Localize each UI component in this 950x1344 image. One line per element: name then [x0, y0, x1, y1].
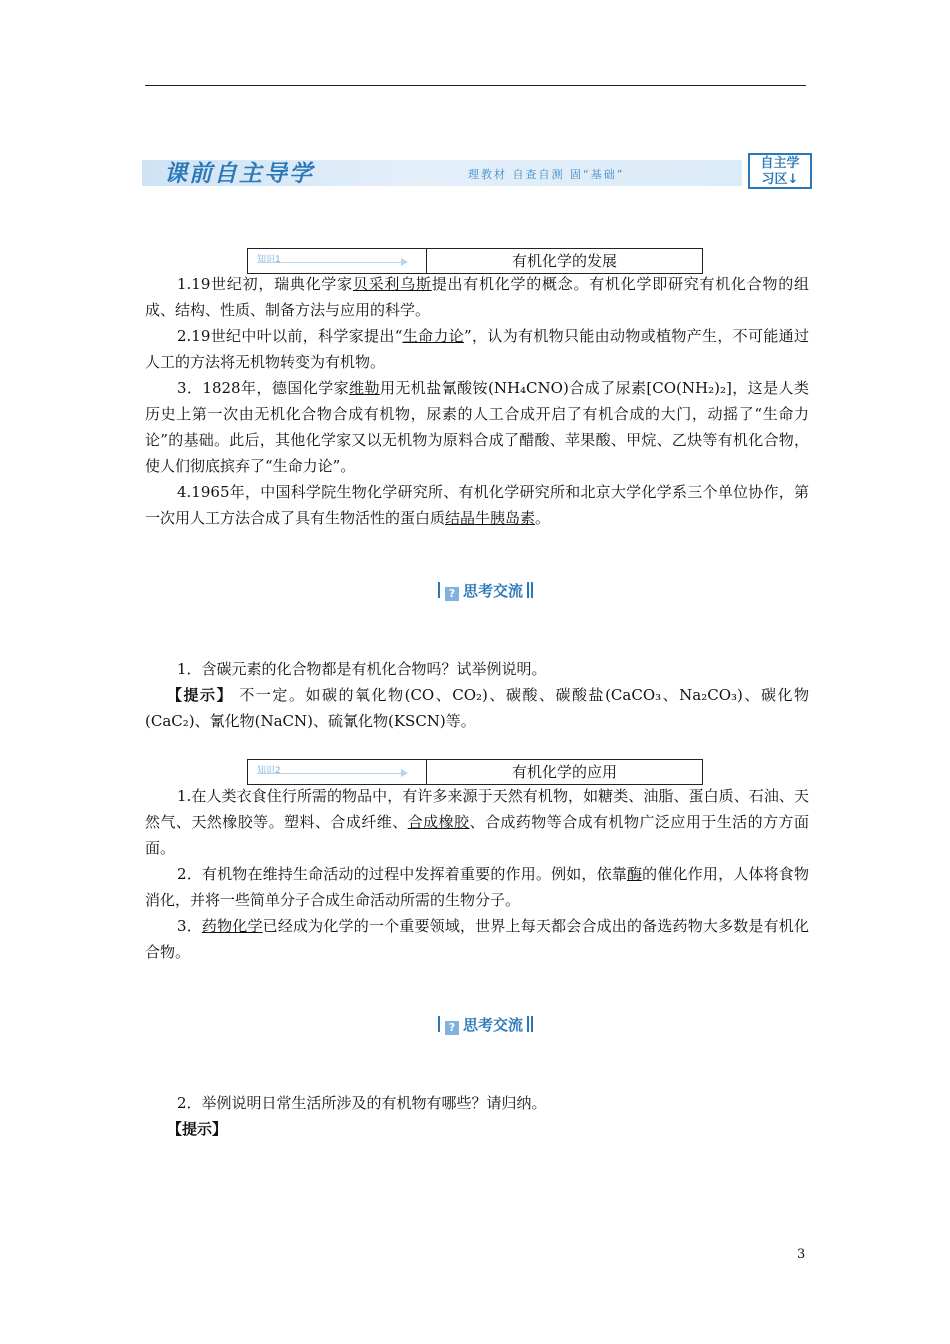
- question-2: [145, 1090, 809, 1142]
- key-term: 药物化学: [201, 917, 263, 935]
- paragraph: 3．1828年，德国化学家维勒用无机盐氰酸铵(NH₄CNO)合成了尿素[CO(NH₂)₂]，这是人类历史上第一次由无机化合物合成有机物，尿素的人工合成开启了有机合成的大门，动摇了“生命力论”的基础。此后，其他化学家又以无机物为原料合成了醋酸、苹果酸、甲烷、乙炔等有机化合物，使人们彻底摈弃了“生命力论”。: [145, 379, 809, 475]
- section-2-body: [145, 783, 809, 965]
- question-text: 2．举例说明日常生活所涉及的有机物有哪些？请归纳。: [177, 1094, 547, 1112]
- question-1: [145, 656, 809, 734]
- page-number: 3: [797, 1247, 806, 1262]
- paragraph: 3．药物化学已经成为化学的一个重要领域，世界上每天都会合成出的备选药物大多数是有机化合物。: [145, 917, 809, 961]
- hint-label: 【提示】: [167, 686, 234, 704]
- arrowhead-icon: [401, 258, 408, 266]
- key-term: 结晶牛胰岛素: [445, 509, 536, 527]
- think-discuss-label-1: ? 思考交流: [437, 580, 534, 601]
- hint: [145, 1116, 809, 1142]
- question-icon: ?: [445, 587, 459, 601]
- paragraph: 4.1965年，中国科学院生物化学研究所、有机化学研究所和北京大学化学系三个单位协作，第一次用人工方法合成了具有生物活性的蛋白质结晶牛胰岛素。: [145, 483, 809, 527]
- key-term: 合成橡胶: [407, 813, 470, 831]
- paragraph: 2.19世纪中叶以前，科学家提出“生命力论”，认为有机物只能由动物或植物产生，不可能通过人工的方法将无机物转变为有机物。: [145, 327, 809, 371]
- key-term: 酶: [626, 865, 643, 883]
- hint: [145, 682, 809, 734]
- paragraph: 1.在人类衣食住行所需的物品中，有许多来源于天然有机物，如糖类、油脂、蛋白质、石油、天然气、天然橡胶等。塑料、合成纤维、合成橡胶、合成药物等合成有机物广泛应用于生活的方方面面。: [145, 787, 809, 857]
- top-rule: [145, 85, 806, 86]
- banner-title: 课前自主导学: [164, 161, 314, 187]
- question-icon: ?: [445, 1021, 459, 1035]
- knowledge-tag-1: [248, 249, 398, 273]
- knowledge-tag-label: 知识1: [257, 255, 281, 265]
- arrow-icon: [257, 773, 405, 774]
- banner-subtitle: 理教材 自查自测 固“基础”: [468, 168, 625, 181]
- hint-text: 不一定。如碳的氧化物(CO、CO₂)、碳酸、碳酸盐(CaCO₃、Na₂CO₃)、碳化物(CaC₂)、氰化物(NaCN)、硫氰化物(KSCN)等。: [145, 686, 809, 730]
- paragraph: 2．有机物在维持生命活动的过程中发挥着重要的作用。例如，依靠酶的催化作用，人体将食物消化，并将一些简单分子合成生命活动所需的生物分子。: [145, 865, 809, 909]
- section-title-2: 有机化学的应用: [511, 763, 617, 781]
- section-title-1: 有机化学的发展: [511, 252, 617, 270]
- section-1-body: [145, 271, 809, 531]
- key-term: 维勒: [349, 379, 380, 397]
- section-banner: [142, 153, 814, 191]
- badge-line-1: 自主学: [760, 156, 800, 171]
- self-study-badge: [748, 153, 812, 189]
- section-header-2: [247, 759, 703, 785]
- badge-line-2: 习区↓: [761, 172, 799, 187]
- hint-label: 【提示】: [167, 1120, 228, 1138]
- question-text: 1．含碳元素的化合物都是有机化合物吗？试举例说明。: [177, 660, 547, 678]
- arrowhead-icon: [401, 769, 408, 777]
- key-term: 贝采利乌斯: [352, 275, 432, 293]
- arrow-icon: [257, 262, 405, 263]
- think-discuss-label-2: ? 思考交流: [437, 1014, 534, 1035]
- paragraph: 1.19世纪初，瑞典化学家贝采利乌斯提出有机化学的概念。有机化学即研究有机化合物的组成、结构、性质、制备方法与应用的科学。: [145, 275, 809, 319]
- knowledge-tag-2: [248, 760, 398, 784]
- key-term: 生命力论: [402, 327, 465, 345]
- knowledge-tag-label: 知识2: [257, 766, 281, 776]
